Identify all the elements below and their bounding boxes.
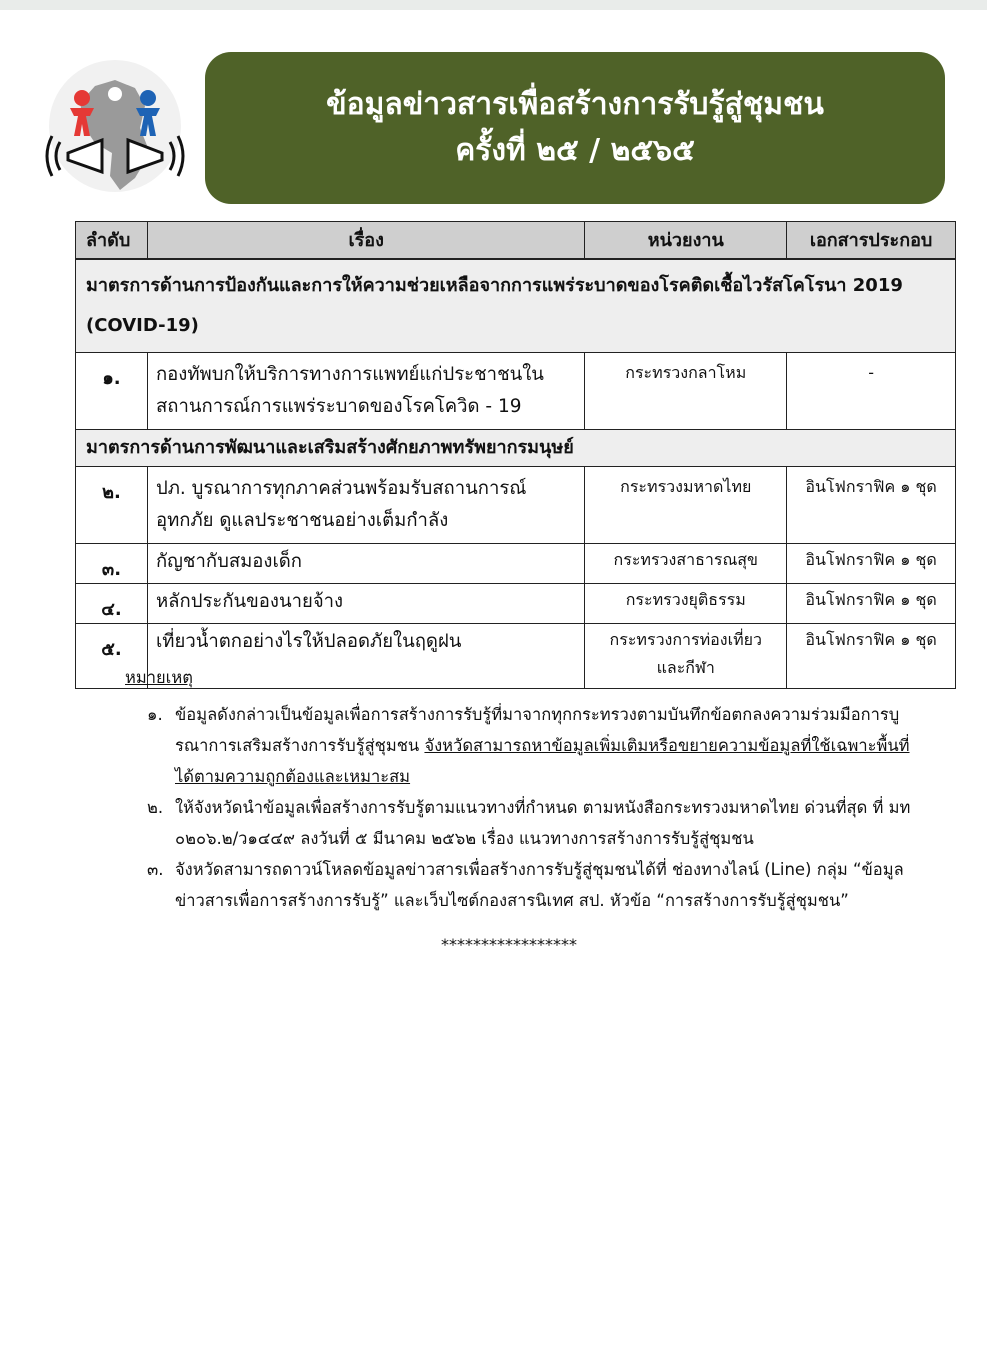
row-agency: กระทรวงกลาโหม [585, 352, 787, 429]
row-number: ๓. [76, 543, 148, 583]
note-text: จังหวัดสามารถดาวน์โหลดข้อมูลข่าวสารเพื่อสร้างการรับรู้สู่ชุมชนได้ที่ ช่องทางไลน์ (Line) กลุ่ม “ข้อมูลข่าวสารเพื่อการสร้างการรับรู้” และเว็บไซต์กองสารนิเทศ สป. หัวข้อ “การสร้างการรับรู้สู่ชุมชน” [175, 860, 904, 910]
section-title: มาตรการด้านการพัฒนาและเสริมสร้างศักยภาพทรัพยากรมนุษย์ [76, 429, 956, 466]
notes-heading: หมายเหตุ [125, 668, 193, 687]
column-header-document: เอกสารประกอบ [787, 222, 956, 259]
row-document: - [787, 352, 956, 429]
table-row [76, 543, 956, 583]
row-subject: กัญชากับสมองเด็ก [147, 543, 584, 583]
table-row [76, 583, 956, 623]
note-number: ๓. [147, 860, 164, 879]
row-subject: เที่ยวน้ำตกอย่างไรให้ปลอดภัยในฤดูฝน [147, 623, 584, 688]
column-header-agency: หน่วยงาน [585, 222, 787, 259]
row-document: อินโฟกราฟิค ๑ ชุด [787, 623, 956, 688]
section-title: มาตรการด้านการป้องกันและการให้ความช่วยเหลือจากการแพร่ระบาดของโรคติดเชื้อไวรัสโคโรนา 2019 (COVID-19) [76, 259, 956, 353]
note-item [147, 854, 925, 916]
top-bar [0, 0, 987, 10]
title-banner [205, 52, 945, 204]
column-header-no: ลำดับ [76, 222, 148, 259]
row-number: ๒. [76, 466, 148, 543]
note-item [147, 699, 925, 792]
note-text-plain: ข้อมูลดังกล่าวเป็นข้อมูลเพื่อการสร้างการรับรู้ที่มาจากทุกกระทรวงตามบันทึกข้อตกลงความร่วมมือการบูรณาการเสริมสร้างการรับรู้สู่ชุมชน [175, 705, 900, 755]
row-subject: กองทัพบกให้บริการทางการแพทย์แก่ประชาชนในสถานการณ์การแพร่ระบาดของโรคโควิด - 19 [147, 352, 584, 429]
news-table [75, 221, 956, 689]
note-text: ให้จังหวัดนำข้อมูลเพื่อสร้างการรับรู้ตามแนวทางที่กำหนด ตามหนังสือกระทรวงมหาดไทย ด่วนที่สุด ที่ มท ๐๒๐๖.๒/ว๑๔๔๙ ลงวันที่ ๕ มีนาคม ๒๕๖๒ เรื่อง แนวทางการสร้างการรับรู้สู่ชุมชน [175, 798, 911, 848]
issue-number: ครั้งที่ ๒๕ / ๒๕๖๕ [455, 133, 695, 168]
note-item [147, 792, 925, 854]
table-row [76, 466, 956, 543]
logo-icon [40, 58, 190, 198]
row-agency: กระทรวงสาธารณสุข [585, 543, 787, 583]
section-row-human-resources [76, 429, 956, 466]
row-document: อินโฟกราฟิค ๑ ชุด [787, 583, 956, 623]
row-subject: ปภ. บูรณาการทุกภาคส่วนพร้อมรับสถานการณ์อุทกภัย ดูแลประชาชนอย่างเต็มกำลัง [147, 466, 584, 543]
note-text-underlined: จังหวัดสามารถหาข้อมูลเพิ่มเติมหรือขยายความข้อมูลที่ใช้เฉพาะพื้นที่ได้ตามความถูกต้องและเหมาะสม [175, 736, 910, 786]
notes-section [125, 665, 925, 916]
row-number: ๔. [76, 583, 148, 623]
row-agency: กระทรวงการท่องเที่ยว และกีฬา [585, 623, 787, 688]
row-subject: หลักประกันของนายจ้าง [147, 583, 584, 623]
column-header-subject: เรื่อง [147, 222, 584, 259]
note-number: ๒. [147, 798, 164, 817]
note-text [175, 699, 925, 792]
section-row-covid [76, 259, 956, 353]
row-document: อินโฟกราฟิค ๑ ชุด [787, 466, 956, 543]
end-divider: ***************** [441, 935, 577, 954]
table-row [76, 352, 956, 429]
table-header-row [76, 222, 956, 259]
row-number: ๑. [76, 352, 148, 429]
row-agency: กระทรวงมหาดไทย [585, 466, 787, 543]
row-agency: กระทรวงยุติธรรม [585, 583, 787, 623]
note-number: ๑. [147, 705, 163, 724]
row-document: อินโฟกราฟิค ๑ ชุด [787, 543, 956, 583]
page-title: ข้อมูลข่าวสารเพื่อสร้างการรับรู้สู่ชุมชน [326, 87, 824, 122]
row-number: ๕. [76, 623, 148, 688]
